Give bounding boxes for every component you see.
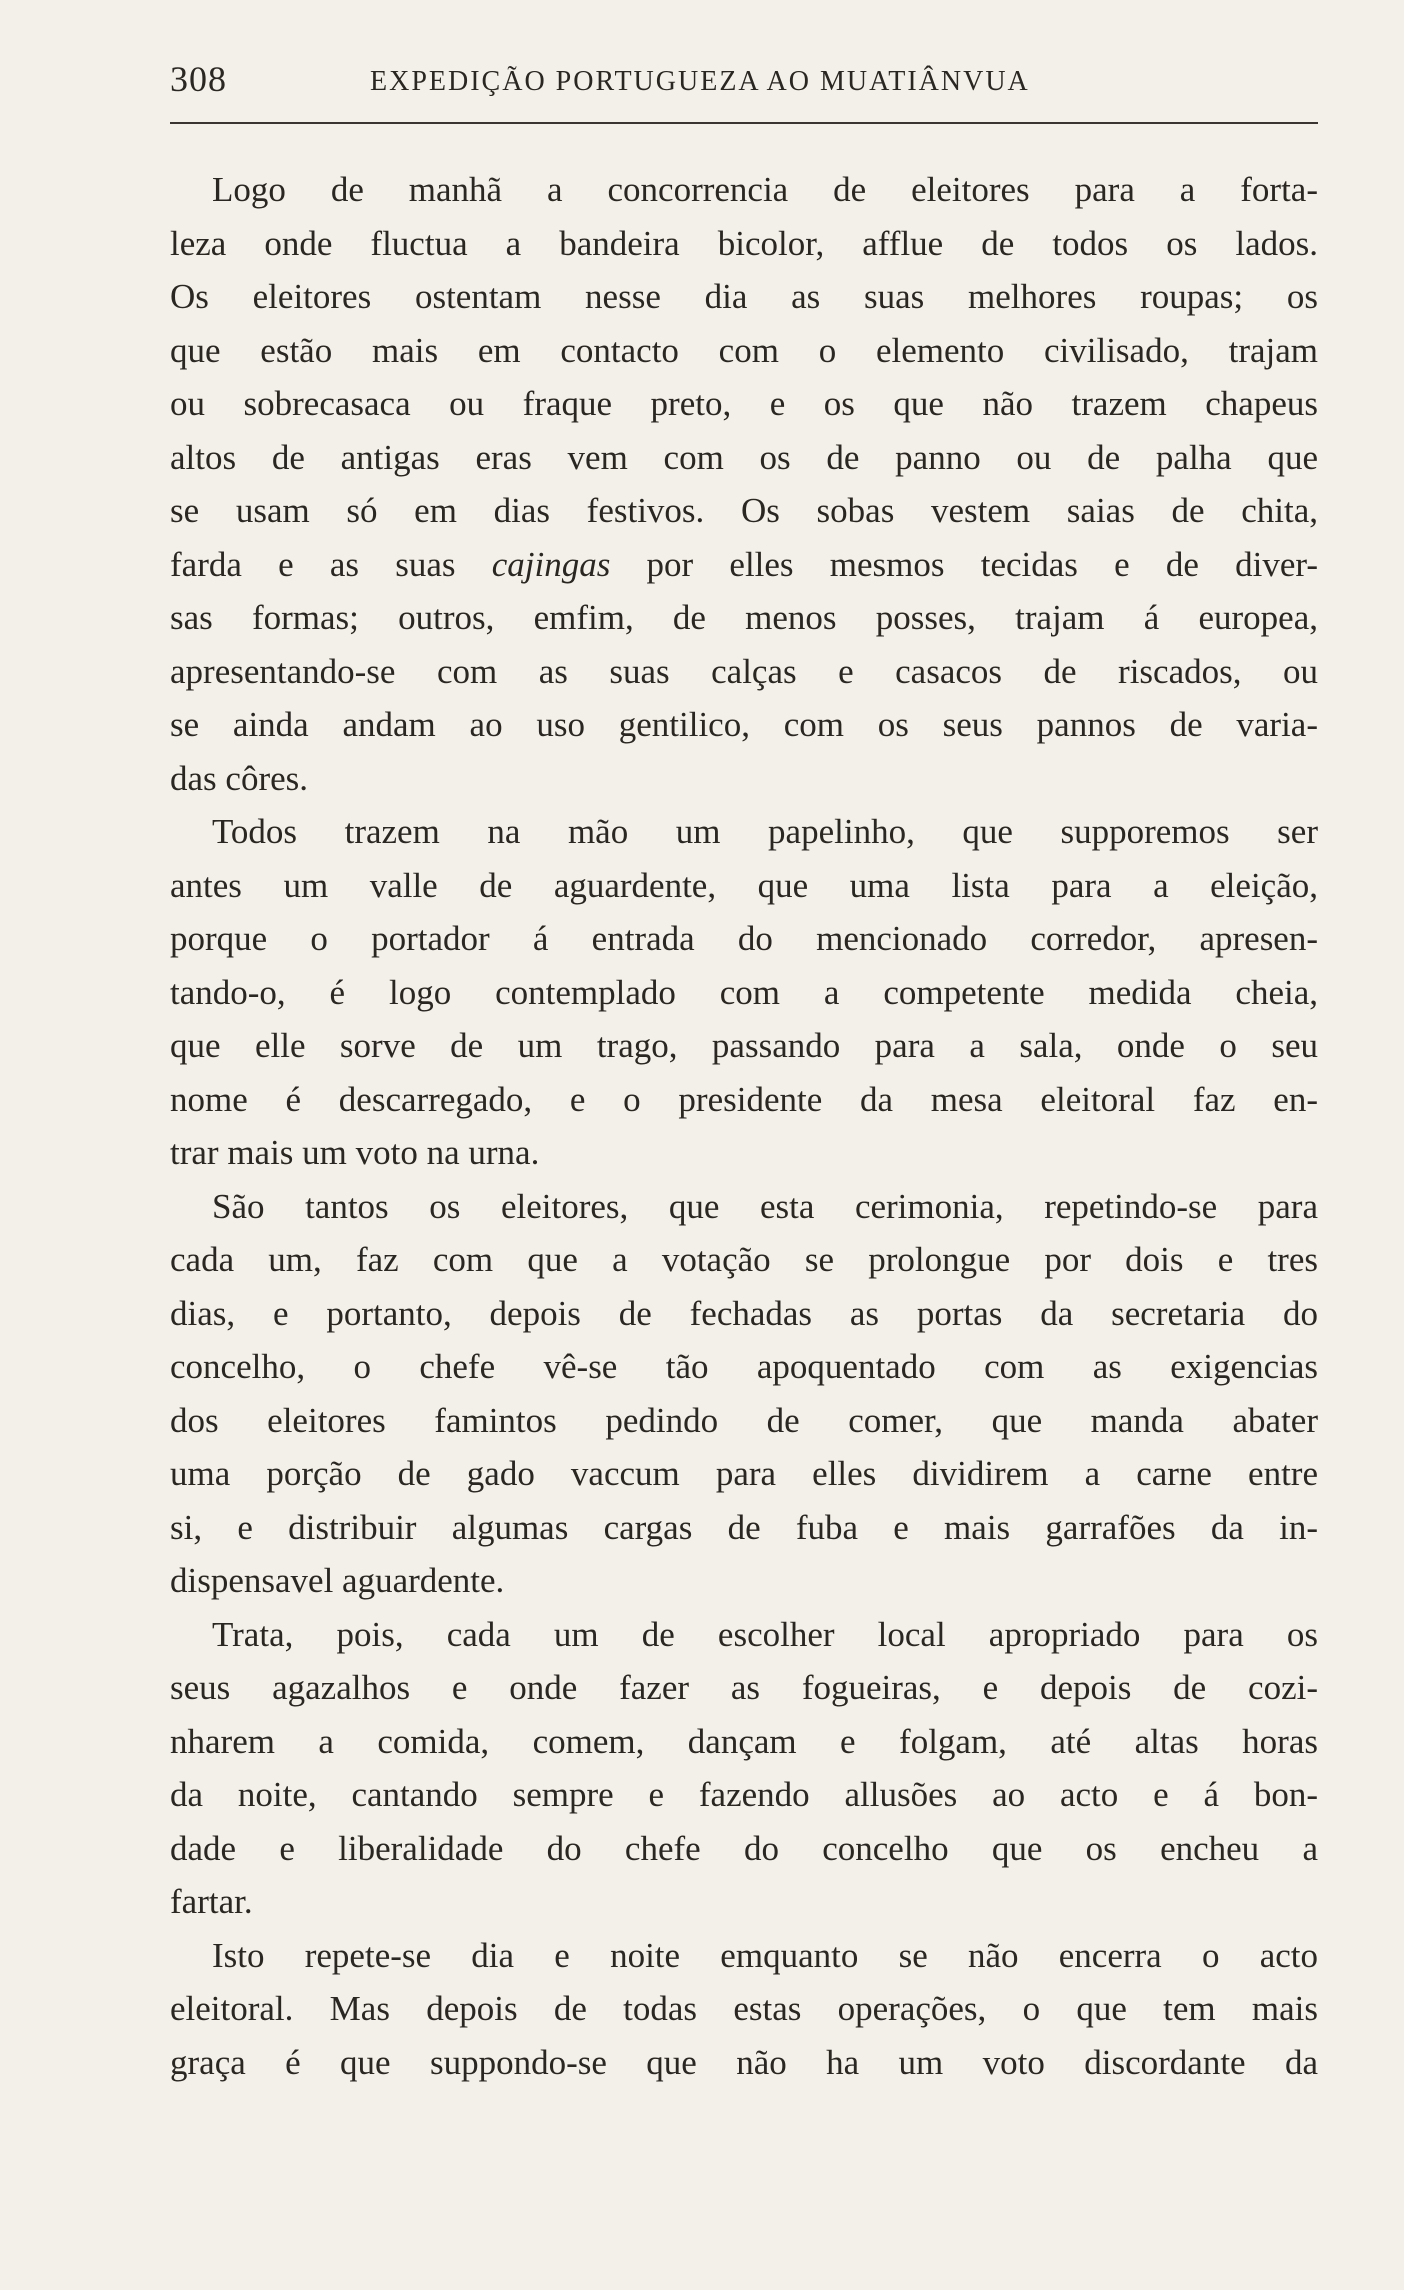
text-line: graça é que suppondo-se que não ha um voto discordante da <box>170 2042 1318 2082</box>
text-line: São tantos os eleitores, que esta cerimonia, repetindo-se para <box>212 1186 1318 1226</box>
text-line: se ainda andam ao uso gentilico, com os seus pannos de varia- <box>170 705 1318 744</box>
text-line: antes um valle de aguardente, que uma lista para a eleição, <box>170 865 1318 905</box>
text-line: que elle sorve de um trago, passando para a sala, onde o seu <box>170 1026 1318 1065</box>
text-line: Trata, pois, cada um de escolher local apropriado para os <box>212 1614 1318 1654</box>
text-line <box>170 538 1318 592</box>
text-line: dias, e portanto, depois de fechadas as portas da secretaria do <box>170 1293 1318 1333</box>
text-line: ou sobrecasaca ou fraque preto, e os que não trazem chapeus <box>170 384 1318 423</box>
text-line: Os eleitores ostentam nesse dia as suas melhores roupas; os <box>170 277 1318 316</box>
text-line: apresentando-se com as suas calças e casacos de riscados, ou <box>170 651 1318 691</box>
text-line: nome é descarregado, e o presidente da mesa eleitoral faz en- <box>170 1079 1318 1119</box>
text-line: eleitoral. Mas depois de todas estas operações, o que tem mais <box>170 1989 1318 2028</box>
text-line: nharem a comida, comem, dançam e folgam, até altas horas <box>170 1721 1318 1761</box>
text-line: das côres. <box>170 758 309 798</box>
text-line: concelho, o chefe vê-se tão apoquentado com as exigencias <box>170 1347 1318 1386</box>
text-line: seus agazalhos e onde fazer as fogueiras, e depois de cozi- <box>170 1668 1318 1707</box>
text-line: fartar. <box>170 1882 253 1921</box>
text-line: dade e liberalidade do chefe do concelho que os encheu a <box>170 1828 1318 1868</box>
text-line: leza onde fluctua a bandeira bicolor, afflue de todos os lados. <box>170 223 1318 263</box>
text-line: dos eleitores famintos pedindo de comer, que manda abater <box>170 1400 1318 1440</box>
text-line: uma porção de gado vaccum para elles dividirem a carne entre <box>170 1454 1318 1493</box>
text-segment: farda e as suas <box>170 544 492 584</box>
page-number: 308 <box>170 59 227 99</box>
text-line: Logo de manhã a concorrencia de eleitores para a forta- <box>212 170 1318 209</box>
text-line: altos de antigas eras vem com os de panno ou de palha que <box>170 437 1318 477</box>
text-line: cada um, faz com que a votação se prolongue por dois e tres <box>170 1240 1318 1279</box>
text-line: tando-o, é logo contemplado com a competente medida cheia, <box>170 972 1318 1012</box>
italic-term: cajingas <box>491 544 611 584</box>
text-segment: por elles mesmos tecidas e de diver- <box>610 544 1318 584</box>
text-line: sas formas; outros, emfim, de menos posses, trajam á europea, <box>170 598 1318 637</box>
text-line: si, e distribuir algumas cargas de fuba e mais garrafões da in- <box>170 1507 1318 1547</box>
text-line: que estão mais em contacto com o elemento civilisado, trajam <box>170 330 1318 370</box>
text-line: Isto repete-se dia e noite emquanto se não encerra o acto <box>212 1935 1318 1975</box>
text-line: porque o portador á entrada do mencionado corredor, apresen- <box>170 919 1318 958</box>
text-line: trar mais um voto na urna. <box>170 1133 540 1172</box>
text-line: se usam só em dias festivos. Os sobas vestem saias de chita, <box>170 491 1318 530</box>
text-line: dispensavel aguardente. <box>170 1561 505 1600</box>
running-head <box>170 58 1318 108</box>
running-title: EXPEDIÇÃO PORTUGUEZA AO MUATIÂNVUA <box>370 66 1030 97</box>
text-line: da noite, cantando sempre e fazendo allusões ao acto e á bon- <box>170 1775 1318 1814</box>
header-rule <box>170 122 1318 124</box>
text-line: Todos trazem na mão um papelinho, que supporemos ser <box>212 812 1318 851</box>
body-text <box>170 163 1318 2089</box>
